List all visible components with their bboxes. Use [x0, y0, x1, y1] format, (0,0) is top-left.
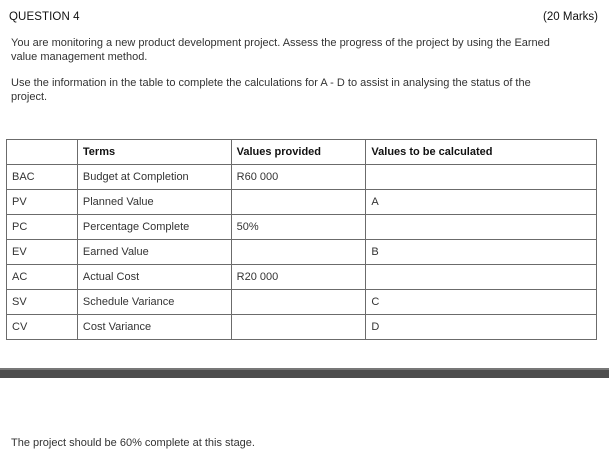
cell-term: Budget at Completion	[77, 165, 231, 190]
cell-abbr: BAC	[7, 165, 78, 190]
cell-provided	[231, 315, 366, 340]
cell-provided	[231, 240, 366, 265]
cell-term: Schedule Variance	[77, 290, 231, 315]
section-divider	[0, 368, 609, 378]
cell-abbr: AC	[7, 265, 78, 290]
cell-calculated: C	[366, 290, 597, 315]
cell-term: Percentage Complete	[77, 215, 231, 240]
table-row	[7, 190, 597, 215]
cell-abbr: PV	[7, 190, 78, 215]
cell-provided: R60 000	[231, 165, 366, 190]
question-label: QUESTION 4	[9, 11, 80, 23]
cell-provided	[231, 190, 366, 215]
completion-note: The project should be 60% complete at this stage.	[11, 437, 255, 449]
table-header-row	[7, 140, 597, 165]
cell-term: Actual Cost	[77, 265, 231, 290]
table-row	[7, 165, 597, 190]
cell-abbr: SV	[7, 290, 78, 315]
cell-provided: R20 000	[231, 265, 366, 290]
cell-abbr: PC	[7, 215, 78, 240]
table-row	[7, 240, 597, 265]
table-row	[7, 215, 597, 240]
earned-value-table	[6, 139, 597, 340]
cell-provided	[231, 290, 366, 315]
header-terms: Terms	[77, 140, 231, 165]
cell-calculated: D	[366, 315, 597, 340]
cell-calculated: A	[366, 190, 597, 215]
cell-calculated	[366, 165, 597, 190]
cell-abbr: CV	[7, 315, 78, 340]
cell-term: Earned Value	[77, 240, 231, 265]
intro-paragraph-1: You are monitoring a new product development project. Assess the progress of the project by using the Earned value management method.	[11, 37, 550, 63]
cell-provided: 50%	[231, 215, 366, 240]
cell-term: Planned Value	[77, 190, 231, 215]
cell-calculated	[366, 215, 597, 240]
intro-paragraph-2: Use the information in the table to complete the calculations for A - D to assist in analysing the status of the project.	[11, 77, 531, 103]
cell-calculated	[366, 265, 597, 290]
cell-term: Cost Variance	[77, 315, 231, 340]
header-abbr	[7, 140, 78, 165]
marks-label: (20 Marks)	[543, 11, 598, 23]
header-values-provided: Values provided	[231, 140, 366, 165]
table-row	[7, 315, 597, 340]
header-values-calculated: Values to be calculated	[366, 140, 597, 165]
cell-abbr: EV	[7, 240, 78, 265]
table-row	[7, 265, 597, 290]
cell-calculated: B	[366, 240, 597, 265]
table-row	[7, 290, 597, 315]
